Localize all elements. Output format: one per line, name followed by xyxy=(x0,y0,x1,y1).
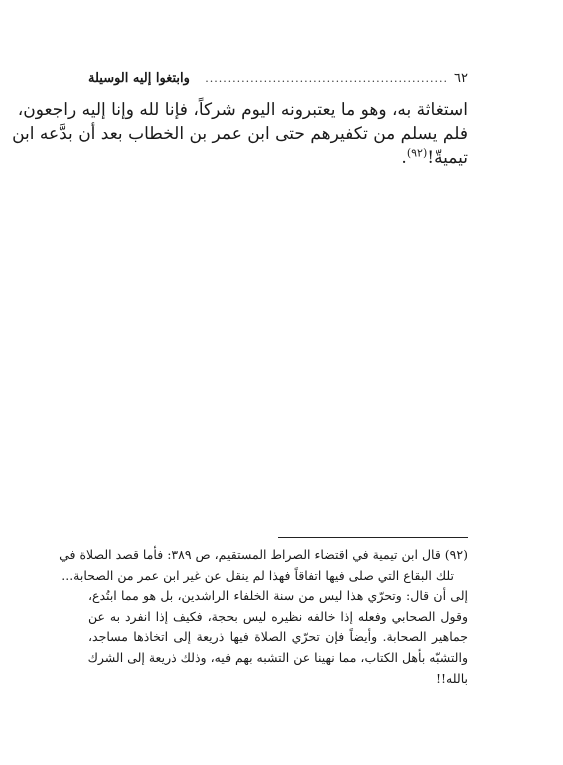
footnote-line: (٩٢) قال ابن تيمية في اقتضاء الصراط المستقيم، ص ٣٨٩: فأما قصد الصلاة في xyxy=(59,547,468,562)
leader-dots: ...................................................... xyxy=(205,72,449,85)
body-line-last xyxy=(88,146,468,170)
running-header xyxy=(88,68,468,90)
footnote-line: تلك البقاع التي صلى فيها اتفاقاً فهذا لم ينقل عن غير ابن عمر من الصحابة... xyxy=(61,567,454,583)
end-punctuation: . xyxy=(401,148,407,168)
footnote-line-last: بالله!! xyxy=(436,670,468,686)
footnote-line: وقول الصحابي وفعله إذا خالفه نظيره ليس بحجة، فكيف إذا انفرد به عن xyxy=(88,608,468,624)
footnote-line: جماهير الصحابة. وأيضاً فإن تحرّي الصلاة فيها ذريعة إلى اتخاذها مساجد، xyxy=(88,629,468,645)
footnote-reference[interactable]: (٩٢) xyxy=(406,146,428,160)
footnote-separator xyxy=(278,537,468,538)
page-number: ٦٢ xyxy=(454,71,468,86)
footnote-line: والتشبّه بأهل الكتاب، مما نهينا عن التشبه بهم فيه، وذلك ذريعة إلى الشرك xyxy=(87,649,468,665)
footnote-line: إلى أن قال: وتحرّي هذا ليس من سنة الخلفاء الراشدين، بل هو مما ابتُدع، xyxy=(88,588,468,604)
main-text xyxy=(12,98,468,170)
body-line-text: تيميةّ! xyxy=(427,148,468,168)
running-title: وابتغوا إليه الوسيلة xyxy=(88,71,190,86)
footnote-92 xyxy=(59,545,468,689)
body-line: استغاثة به، وهو ما يعتبرونه اليوم شركاً، فإنا لله وإنا إليه راجعون، xyxy=(17,100,468,120)
body-line: فلم يسلم من تكفيرهم حتى ابن عمر بن الخطاب بعد أن بدَّعه ابن xyxy=(12,124,468,144)
